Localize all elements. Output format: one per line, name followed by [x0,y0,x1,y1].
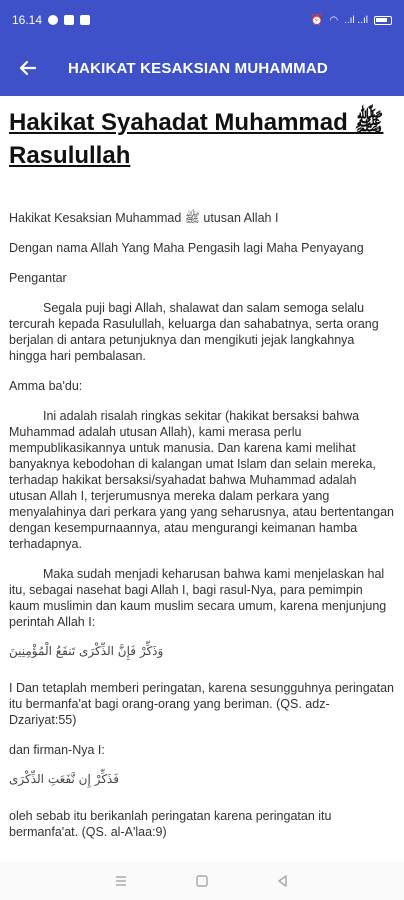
alarm-icon: ⏰ [310,14,324,26]
home-button[interactable] [187,866,217,896]
article-paragraph: Hakikat Kesaksian Muhammad ﷺ utusan Allah Ι [9,211,279,225]
status-time: 16.14 [12,13,43,27]
app-title: HAKIKAT KESAKSIAN MUHAMMAD [68,59,328,77]
system-nav-bar [0,862,404,900]
back-button[interactable] [14,54,42,82]
article-headline: Hakikat Syahadat Muhammad ﷺ Rasulullah [9,109,384,169]
article-paragraph: Segala puji bagi Allah, shalawat dan salam semoga selalu tercurah kepada Rasulullah, keluarga dan sahabatnya, serta orang berjalan di antara petunjuknya dan mengikuti jejak langkahnya hingga hari pembalasan. [9,301,379,363]
wifi-icon: ◠ [329,14,339,26]
arabic-verse [9,644,395,658]
arabic-verse-text: وَذَكِّرْ فَإِنَّ الذِّكْرَى تَنفَعُ الْمُؤْمِنِينَ [9,644,164,658]
app-notification-icon-2 [80,15,90,25]
app-bar [0,40,404,96]
notification-icon [48,15,58,25]
article-paragraph: Amma ba'du: [9,379,83,393]
status-right [311,15,392,26]
article-paragraph: dan firman-Nya Ι: [9,743,105,757]
article-paragraph: Ι Dan tetaplah memberi peringatan, karena sesungguhnya peringatan itu bermanfa'at bagi orang-orang yang beriman. (QS. adz-Dzariyat:55) [9,681,394,727]
article-paragraph: Ini adalah risalah ringkas sekitar (hakikat bersaksi bahwa Muhammad adalah utusan Allah), kami merasa perlu mempublikasikannya untuk manusia. Dan karena kami melihat banyaknya kebodohan di kalangan umat Islam dan selain mereka, terhadap hakikat bersaksi/syahadat bahwa Muhammad adalah utusan Allah Ι, terjerumusnya mereka dalam perkara yang menyalahinya dari perkara yang yang seharusnya, atau bertentangan dengan kesempurnaannya, atau mengurangi keimanan hamba terhadapnya. [9,409,394,551]
status-bar [0,0,404,40]
article-paragraph: Maka sudah menjadi keharusan bahwa kami menjelaskan hal itu, sebagai nasehat bagi Allah Ι, bagi rasul-Nya, para pemimpin kaum muslimin dan kaum muslim secara umum, karena menjunjung perintah Allah Ι: [9,567,387,629]
battery-icon [374,16,392,25]
signal-icon: ..ıl ..ıl [344,14,368,26]
article-paragraph: oleh sebab itu berikanlah peringatan karena peringatan itu bermanfa'at. (QS. al-A'laa:9) [9,809,332,839]
square-home-icon [195,874,209,888]
arabic-verse [9,772,395,786]
app-notification-icon [64,15,74,25]
article-paragraph: Dengan nama Allah Yang Maha Pengasih lagi Maha Penyayang [9,241,364,255]
arabic-verse-text: فَذَكِّرْ إِن نَّفَعَتِ الذِّكْرَى [9,772,119,786]
triangle-back-icon [276,874,290,888]
article-content[interactable] [0,96,404,862]
arrow-left-icon [18,58,38,78]
menu-lines-icon [114,874,128,888]
system-back-button[interactable] [268,866,298,896]
status-left [12,13,90,27]
article-paragraph: Pengantar [9,271,67,285]
recents-button[interactable] [106,866,136,896]
